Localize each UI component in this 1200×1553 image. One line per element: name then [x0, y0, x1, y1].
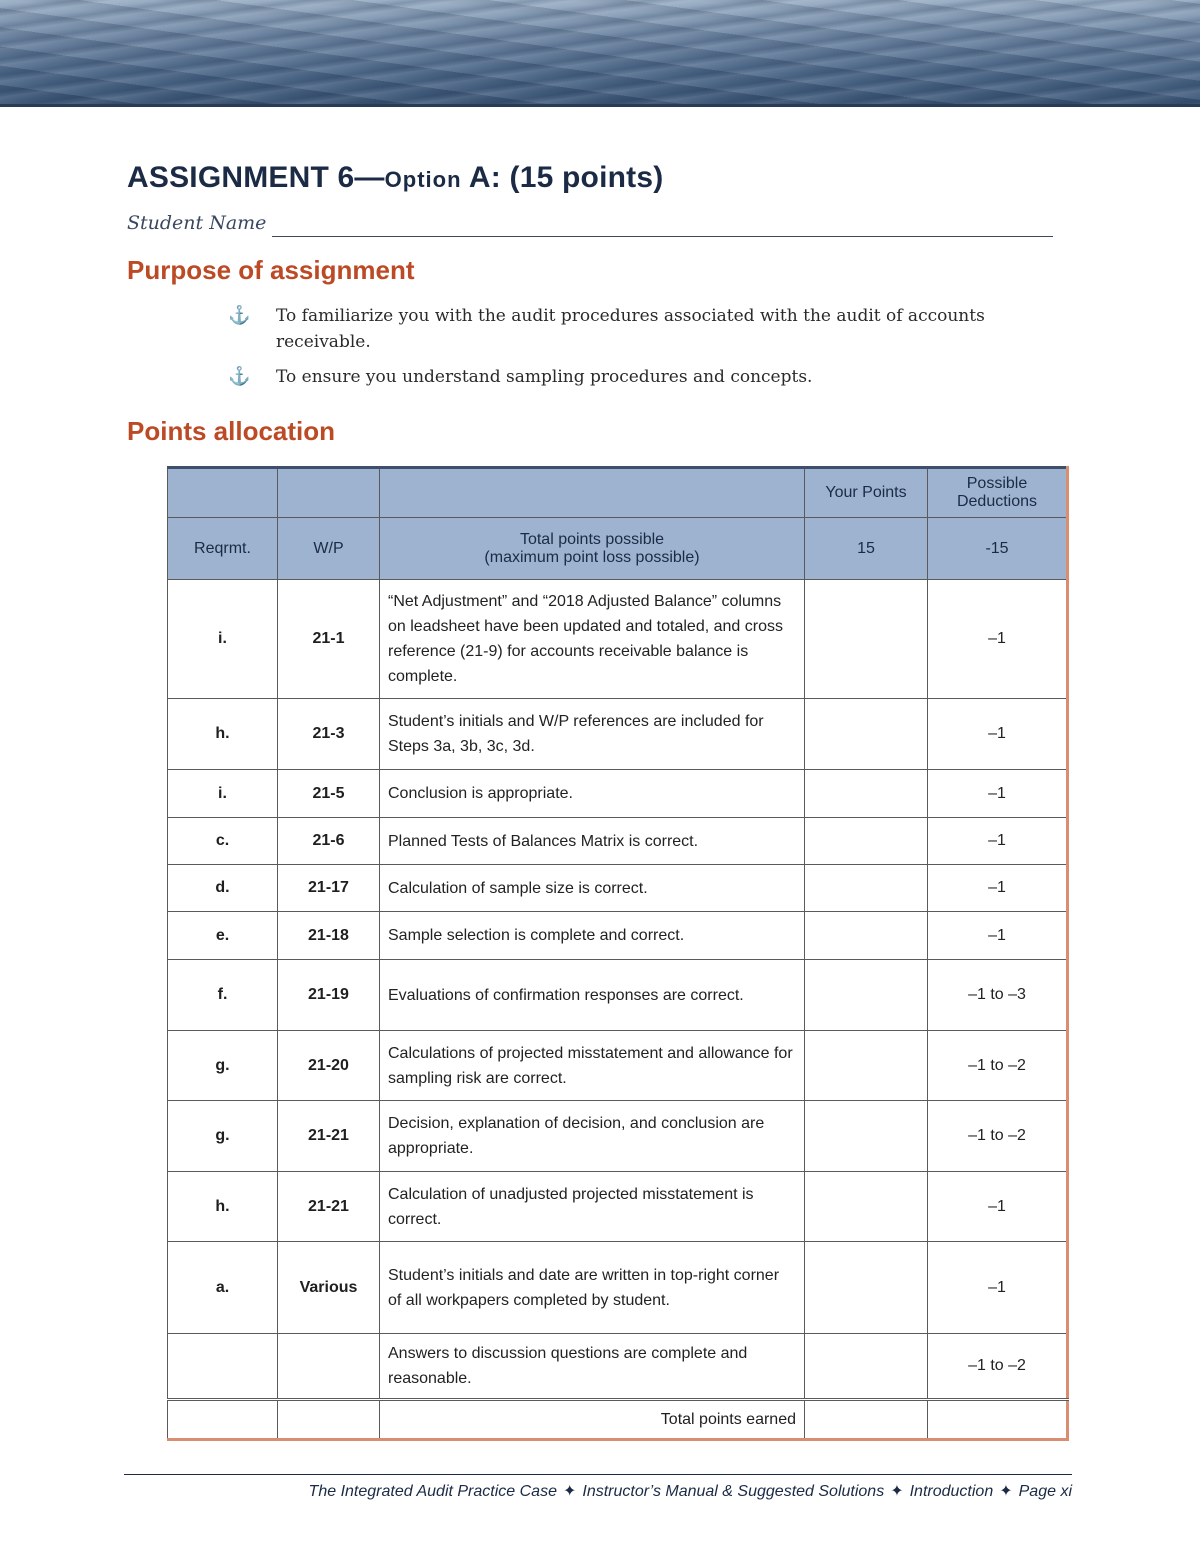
purpose-bullet-text: To familiarize you with the audit procedures associated with the audit of accounts receivable. — [276, 306, 985, 352]
student-name-line — [272, 236, 1053, 237]
wp-cell: 21-21 — [278, 1172, 380, 1242]
purpose-bullet — [228, 303, 1078, 355]
wp-cell: 21-18 — [278, 912, 380, 960]
your-points-cell — [805, 580, 928, 699]
req-cell: a. — [168, 1242, 278, 1334]
req-cell: h. — [168, 699, 278, 770]
wp-cell: 21-6 — [278, 818, 380, 865]
assignment-title — [127, 161, 663, 195]
wp-cell: 21-3 — [278, 699, 380, 770]
your-points-cell — [805, 1242, 928, 1334]
footer-rule — [124, 1474, 1072, 1475]
total-row-empty — [278, 1400, 380, 1440]
title-option: Option — [384, 167, 462, 192]
purpose-bullet — [228, 364, 1078, 390]
footer-title: The Integrated Audit Practice Case — [308, 1483, 557, 1500]
wp-cell: 21-19 — [278, 960, 380, 1031]
wp-cell: 21-17 — [278, 865, 380, 912]
desc-cell: Planned Tests of Balances Matrix is correct. — [380, 818, 805, 865]
wp-cell — [278, 1334, 380, 1400]
desc-cell: Evaluations of confirmation responses are correct. — [380, 960, 805, 1031]
req-cell: g. — [168, 1031, 278, 1101]
req-cell: d. — [168, 865, 278, 912]
desc-cell: Calculation of unadjusted projected misstatement is correct. — [380, 1172, 805, 1242]
your-points-cell — [805, 1031, 928, 1101]
your-points-cell — [805, 818, 928, 865]
table-row — [168, 1172, 1068, 1242]
desc-cell: Decision, explanation of decision, and conclusion are appropriate. — [380, 1101, 805, 1172]
compass-icon: ✦ — [562, 1483, 577, 1500]
ocean-banner-image — [0, 0, 1200, 107]
your-points-cell — [805, 1334, 928, 1400]
compass-icon: ✦ — [999, 1483, 1013, 1500]
anchor-icon: ⚓ — [228, 366, 251, 387]
table-row — [168, 865, 1068, 912]
total-possible-line1: Total points possible — [519, 530, 665, 548]
table-row — [168, 960, 1068, 1031]
total-row-empty — [928, 1400, 1068, 1440]
total-earned-label: Total points earned — [380, 1400, 805, 1440]
req-cell: c. — [168, 818, 278, 865]
possible-deductions-total: -15 — [928, 518, 1068, 580]
deduction-cell: –1 — [928, 1172, 1068, 1242]
desc-cell: Calculations of projected misstatement and allowance for sampling risk are correct. — [380, 1031, 805, 1101]
your-points-cell — [805, 1172, 928, 1242]
table-row — [168, 1242, 1068, 1334]
deduction-cell: –1 to –2 — [928, 1031, 1068, 1101]
deduction-cell: –1 — [928, 770, 1068, 818]
your-points-total: 15 — [805, 518, 928, 580]
req-cell: f. — [168, 960, 278, 1031]
total-row-empty — [168, 1400, 278, 1440]
your-points-cell — [805, 865, 928, 912]
desc-cell: Student’s initials and date are written in top-right corner of all workpapers completed by student. — [380, 1242, 805, 1334]
header-cell-empty — [380, 468, 805, 518]
deduction-cell: –1 to –2 — [928, 1334, 1068, 1400]
req-cell: i. — [168, 580, 278, 699]
footer-manual: Instructor’s Manual & Suggested Solutions — [582, 1483, 885, 1500]
deduction-cell: –1 to –2 — [928, 1101, 1068, 1172]
req-cell: g. — [168, 1101, 278, 1172]
desc-cell: Sample selection is complete and correct. — [380, 912, 805, 960]
wp-cell: 21-5 — [278, 770, 380, 818]
total-row — [168, 1400, 1068, 1440]
your-points-cell — [805, 770, 928, 818]
req-cell — [168, 1334, 278, 1400]
title-part1: ASSIGNMENT 6— — [127, 161, 385, 194]
your-points-cell — [805, 699, 928, 770]
title-part2: A: (15 points) — [461, 161, 664, 194]
wp-cell: 21-20 — [278, 1031, 380, 1101]
anchor-icon: ⚓ — [228, 305, 251, 326]
desc-cell: Answers to discussion questions are complete and reasonable. — [380, 1334, 805, 1400]
col-reqmt: Reqrmt. — [168, 518, 278, 580]
student-name-label: Student Name — [127, 212, 267, 234]
purpose-heading: Purpose of assignment — [127, 255, 415, 285]
points-heading: Points allocation — [127, 416, 336, 446]
req-cell: e. — [168, 912, 278, 960]
col-wp: W/P — [278, 518, 380, 580]
your-points-cell — [805, 960, 928, 1031]
table-row — [168, 699, 1068, 770]
your-points-cell — [805, 912, 928, 960]
student-name-field — [127, 212, 1053, 240]
total-earned-cell — [805, 1400, 928, 1440]
deduction-cell: –1 — [928, 818, 1068, 865]
table-row — [168, 580, 1068, 699]
footer-section: Introduction — [909, 1483, 994, 1500]
desc-cell: Conclusion is appropriate. — [380, 770, 805, 818]
table-row — [168, 770, 1068, 818]
header-cell-empty — [278, 468, 380, 518]
page-footer — [124, 1481, 1072, 1501]
points-allocation-table — [167, 466, 1069, 1441]
deduction-cell: –1 — [928, 699, 1068, 770]
purpose-bullet-text: To ensure you understand sampling procedures and concepts. — [276, 367, 813, 387]
header-row-top — [168, 468, 1068, 518]
col-possible-deductions: Possible Deductions — [928, 468, 1068, 518]
table-row — [168, 818, 1068, 865]
wp-cell: Various — [278, 1242, 380, 1334]
table-row — [168, 1334, 1068, 1400]
table-row — [168, 912, 1068, 960]
your-points-cell — [805, 1101, 928, 1172]
deduction-cell: –1 to –3 — [928, 960, 1068, 1031]
table-row — [168, 1031, 1068, 1101]
deduction-cell: –1 — [928, 1242, 1068, 1334]
total-possible-label — [380, 518, 805, 580]
wp-cell: 21-21 — [278, 1101, 380, 1172]
wp-cell: 21-1 — [278, 580, 380, 699]
desc-cell: Calculation of sample size is correct. — [380, 865, 805, 912]
compass-icon: ✦ — [890, 1483, 904, 1500]
table-row — [168, 1101, 1068, 1172]
req-cell: h. — [168, 1172, 278, 1242]
req-cell: i. — [168, 770, 278, 818]
deduction-cell: –1 — [928, 912, 1068, 960]
total-possible-line2: (maximum point loss possible) — [484, 548, 700, 566]
desc-cell: “Net Adjustment” and “2018 Adjusted Balance” columns on leadsheet have been updated and totaled, and cross reference (21-9) for accounts receivable balance is complete. — [380, 580, 805, 699]
col-your-points: Your Points — [805, 468, 928, 518]
deduction-cell: –1 — [928, 865, 1068, 912]
header-cell-empty — [168, 468, 278, 518]
deduction-cell: –1 — [928, 580, 1068, 699]
header-row-bottom — [168, 518, 1068, 580]
footer-page: Page xi — [1018, 1483, 1072, 1500]
purpose-bullet-list — [228, 303, 1078, 399]
desc-cell: Student’s initials and W/P references are included for Steps 3a, 3b, 3c, 3d. — [380, 699, 805, 770]
